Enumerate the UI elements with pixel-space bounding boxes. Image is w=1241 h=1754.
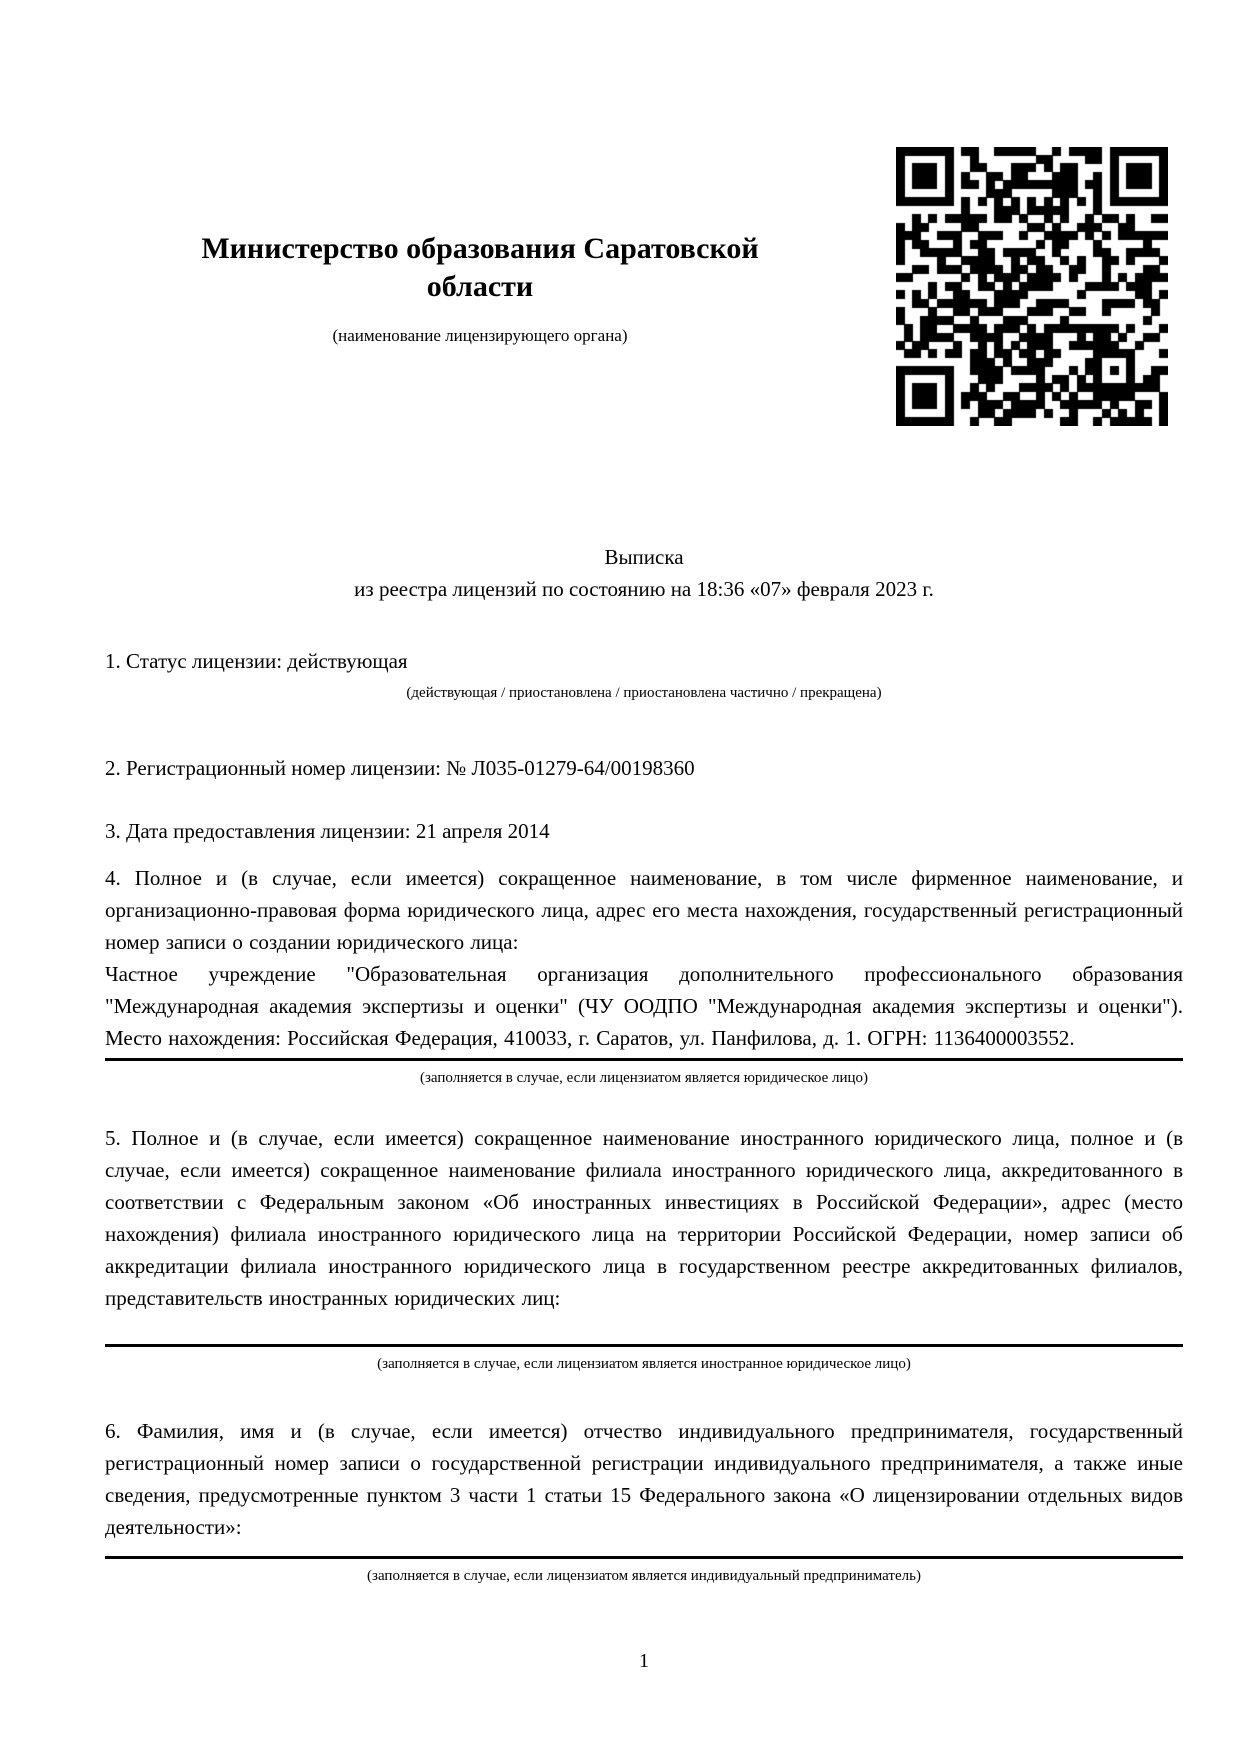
item-6-underline [105, 1556, 1183, 1559]
authority-title [105, 230, 855, 306]
item-4-label: 4. Полное и (в случае, если имеется) сокращенное наименование, в том числе фирменное наименование, и организационно-правовая форма юридического лица, адрес его места нахождения, государственный регистрационный номер записи о создании юридического лица: [105, 866, 1183, 954]
item-1-caption: (действующая / приостановлена / приостановлена частично / прекращена) [406, 685, 882, 701]
item-4-value: Частное учреждение "Образовательная организация дополнительного профессионального образования "Международная академия экспертизы и оценки" (ЧУ ООДПО "Международная академия экспертизы и оценки"). Место нахождения: Российская Федерация, 410033, г. Саратов, ул. Панфилова, д. 1. ОГРН: 1136400003552. [105, 962, 1183, 1050]
item-4-caption: (заполняется в случае, если лицензиатом является юридическое лицо) [419, 1070, 869, 1086]
page-number: 1 [639, 1650, 649, 1672]
item-5-label: 5. Полное и (в случае, если имеется) сокращенное наименование иностранного юридического лица, полное и (в случае, если имеется) сокращенное наименование филиала иностранного юридического лица, аккредитованного в соответствии с Федеральным законом «Об иностранных инвестициях в Российской Федерации», адрес (место нахождения) филиала иностранного юридического лица на территории Российской Федерации, номер записи об аккредитации филиала иностранного юридического лица в государственном реестре аккредитованных филиалов, представительств иностранных юридических лиц: [105, 1126, 1183, 1310]
extract-heading [105, 541, 1183, 605]
item-4-underline [105, 1058, 1183, 1061]
item-4-legal-entity [105, 862, 1183, 1088]
authority-title-line-1: Министерство образования Саратовской [201, 232, 759, 265]
item-3-grant-date: 3. Дата предоставления лицензии: 21 апреля 2014 [105, 819, 550, 843]
qr-code [896, 147, 1168, 426]
extract-subtitle: из реестра лицензий по состоянию на 18:36 «07» февраля 2023 г. [354, 577, 934, 601]
item-5-foreign-entity [105, 1122, 1183, 1374]
header [105, 230, 855, 346]
qr-code-pattern [896, 147, 1168, 426]
item-5-underline [105, 1344, 1183, 1347]
item-6-label: 6. Фамилия, имя и (в случае, если имеется) отчество индивидуального предпринимателя, государственный регистрационный номер записи о государственной регистрации индивидуального предпринимателя, а также иные сведения, предусмотренные пунктом 3 части 1 статьи 15 Федерального закона «О лицензировании отдельных видов деятельности»: [105, 1419, 1183, 1539]
authority-subtitle: (наименование лицензирующего органа) [332, 326, 628, 345]
item-6-individual-entrepreneur [105, 1415, 1183, 1586]
extract-title: Выписка [604, 545, 684, 569]
item-5-caption: (заполняется в случае, если лицензиатом является иностранное юридическое лицо) [377, 1356, 911, 1372]
item-2-registration-number: 2. Регистрационный номер лицензии: № Л035-01279-64/00198360 [105, 756, 695, 780]
item-1-license-status: 1. Статус лицензии: действующая [105, 649, 408, 673]
item-6-caption: (заполняется в случае, если лицензиатом является индивидуальный предприниматель) [367, 1568, 921, 1584]
authority-title-line-2: области [426, 270, 534, 303]
